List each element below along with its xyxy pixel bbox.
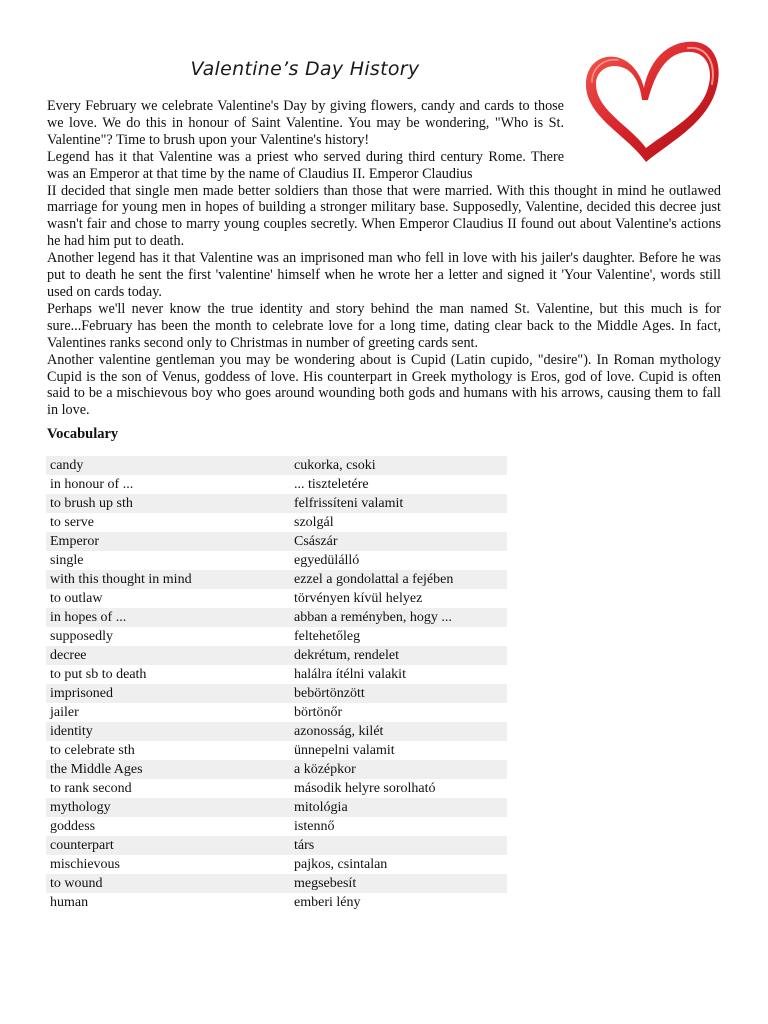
hungarian-translation: halálra ítélni valakit [294,667,406,682]
article-body [47,98,721,419]
hungarian-translation: a középkor [290,760,507,779]
english-term: to rank second [50,781,132,796]
english-term: to serve [50,515,94,530]
english-term: Emperor [46,532,290,551]
table-row [46,608,507,627]
table-row [46,760,507,779]
hungarian-translation: ... tiszteletére [294,477,369,492]
table-row [46,627,507,646]
vocabulary-table [46,456,507,912]
paragraph: Legend has it that Valentine was a priest who served during third century Rome. There was an Emperor at that time by the name of Claudius II. Emperor Claudius [47,148,564,182]
hungarian-translation: istennő [294,819,335,834]
hungarian-translation: dekrétum, rendelet [290,646,507,665]
table-row [46,570,507,589]
table-row [46,817,507,836]
table-row [46,836,507,855]
table-row [46,494,507,513]
english-term: human [50,895,89,910]
hungarian-translation: abban a reményben, hogy ... [290,608,507,627]
table-row [46,893,507,912]
table-row [46,779,507,798]
table-row [46,665,507,684]
english-term: mischievous [50,857,120,872]
english-term: with this thought in mind [46,570,290,589]
hungarian-translation: pajkos, csintalan [294,857,388,872]
english-term: decree [46,646,290,665]
hungarian-translation: emberi lény [294,895,361,910]
table-row [46,874,507,893]
hungarian-translation: ezzel a gondolattal a fejében [290,570,507,589]
table-row [46,646,507,665]
english-term: in honour of ... [50,477,134,492]
hungarian-translation: társ [290,836,507,855]
hungarian-translation: megsebesít [290,874,507,893]
english-term: supposedly [50,629,113,644]
table-row [46,456,507,475]
paragraph: II decided that single men made better soldiers than those that were married. With this thought in mind he outlawed marriage for young men in hopes of building a stronger military base. Supposedly, Valentine, decided this decree just wasn't fair and chose to marry young couples secretly. When Emperor Claudius II found out about Valentine's actions he had him put to death. [47,182,721,250]
table-row [46,589,507,608]
hungarian-translation: Császár [290,532,507,551]
english-term: candy [46,456,290,475]
table-row [46,551,507,570]
english-term: to put sb to death [50,667,147,682]
english-term: mythology [46,798,290,817]
paragraph: Another legend has it that Valentine was an imprisoned man who fell in love with his jailer's daughter. Before he was put to death he sent the first 'valentine' himself when he wrote her a letter and signed it 'Your Valentine', words still used on cards today. [47,250,721,300]
page-title: Valentine’s Day History [190,58,420,80]
paragraph: Every February we celebrate Valentine's Day by giving flowers, candy and cards to those we love. We do this in honour of Saint Valentine. You may be wondering, "Who is St. Valentine"? Time to brush upon your Valentine's history! [47,98,564,148]
hungarian-translation: azonosság, kilét [290,722,507,741]
hungarian-translation: börtönőr [294,705,343,720]
table-row [46,684,507,703]
english-term: to wound [46,874,290,893]
english-term: to outlaw [50,591,103,606]
table-row [46,532,507,551]
hungarian-translation: második helyre sorolható [294,781,436,796]
english-term: the Middle Ages [46,760,290,779]
paragraph: Perhaps we'll never know the true identity and story behind the man named St. Valentine, but this much is for sure...February has been the month to celebrate love for a long time, dating clear back to the Middle Ages. In fact, Valentines ranks second only to Christmas in number of greeting cards sent. [47,300,721,351]
english-term: goddess [50,819,96,834]
hungarian-translation: bebörtönzött [290,684,507,703]
hungarian-translation: szolgál [294,515,334,530]
hungarian-translation: feltehetőleg [294,629,361,644]
table-row [46,741,507,760]
table-row [46,855,507,874]
hungarian-translation: törvényen kívül helyez [294,591,423,606]
table-row [46,798,507,817]
english-term: imprisoned [46,684,290,703]
english-term: counterpart [46,836,290,855]
english-term: jailer [50,705,79,720]
hungarian-translation: ünnepelni valamit [294,743,395,758]
english-term: in hopes of ... [46,608,290,627]
vocabulary-heading: Vocabulary [47,426,119,442]
table-row [46,722,507,741]
hungarian-translation: cukorka, csoki [290,456,507,475]
english-term: single [50,553,84,568]
paragraph: Another valentine gentleman you may be wondering about is Cupid (Latin cupido, "desire"). In Roman mythology Cupid is the son of Venus, goddess of love. His counterpart in Greek mythology is Eros, god of love. Cupid is often said to be a mischievous boy who goes around wounding both gods and humans with his arrows, causing them to fall in love. [47,351,721,419]
table-row [46,703,507,722]
hungarian-translation: egyedülálló [294,553,360,568]
english-term: identity [46,722,290,741]
table-row [46,513,507,532]
english-term: to celebrate sth [50,743,135,758]
english-term: to brush up sth [46,494,290,513]
hungarian-translation: mitológia [290,798,507,817]
table-row [46,475,507,494]
hungarian-translation: felfrissíteni valamit [290,494,507,513]
